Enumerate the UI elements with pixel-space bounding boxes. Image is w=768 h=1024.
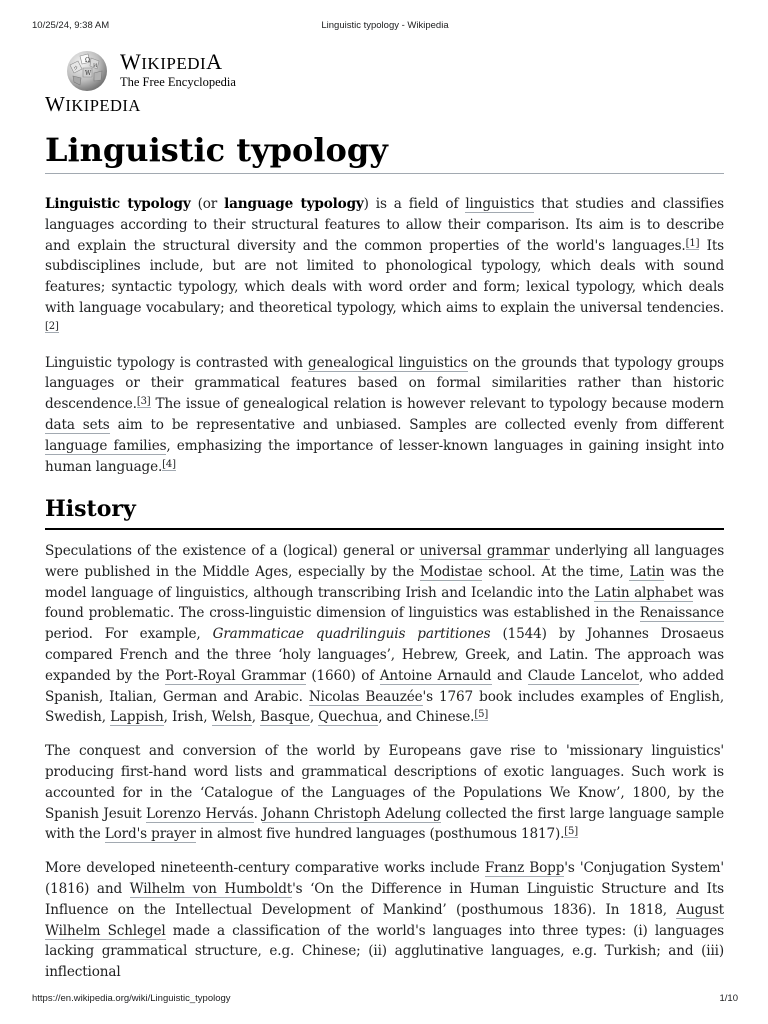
link-quechua[interactable]: Quechua [318,709,379,726]
wikipedia-globe-icon [64,47,110,93]
svg-text:ウ: ウ [73,66,79,72]
link-lorenzo-hervas[interactable]: Lorenzo Hervás [146,805,254,822]
intro-section [45,194,724,477]
link-lappish[interactable]: Lappish [110,709,164,726]
citation-1[interactable]: [1] [685,237,700,249]
link-wilhelm-von-humboldt[interactable]: Wilhelm von Humboldt [129,880,293,897]
citation-2[interactable]: [2] [45,320,59,332]
print-page-number: 1/10 [719,993,738,1004]
svg-text:W: W [85,70,92,77]
link-linguistics[interactable]: linguistics [465,196,535,212]
link-renaissance[interactable]: Renaissance [639,605,724,622]
link-modistae[interactable]: Modistae [419,563,483,580]
link-franz-bopp[interactable]: Franz Bopp [484,860,565,877]
wikipedia-wordmark-secondary: WIKIPEDIA [45,92,141,116]
link-genealogical-linguistics[interactable]: genealogical linguistics [308,354,468,371]
print-page-title: Linguistic typology - Wikipedia [321,20,449,31]
link-august-wilhelm-schlegel[interactable]: August Wilhelm Schlegel [45,901,724,939]
link-antoine-arnauld[interactable]: Antoine Arnauld [379,667,492,684]
intro-paragraph-2: Linguistic typology is contrasted with genealogical linguistics on the grounds that typology groups languages or their grammatical features based on formal similarities rather than historic descendence.[3] The issue of genealogical relation is however relevant to typology because modern data sets aim to be representative and unbiased. Samples are collected evenly from different language families, emphasizing the importance of lesser-known languages in gaining insight into human language.[4] [45,354,725,475]
history-paragraph-3: More developed nineteenth-century comparative works include Franz Bopp's 'Conjugation System' (1816) and Wilhelm von Humboldt's ‘On the Difference in Human Linguistic Structure and Its Influence on the Intellectual Development of Mankind’ (posthumous 1836). In 1818, August Wilhelm Schlegel made a classification of the world's languages into three types: (i) languages lacking grammatical structure, e.g. Chinese; (ii) agglutinative languages, e.g. Turkish; and (iii) inflectional [45,860,724,981]
link-johann-christoph-adelung[interactable]: Johann Christoph Adelung [262,805,442,822]
link-welsh[interactable]: Welsh [211,709,252,726]
link-language-families[interactable]: language families [45,437,167,454]
link-data-sets[interactable]: data sets [45,416,110,433]
intro-paragraph-1: Linguistic typology (or language typology) is a field of linguistics that studies and classifies languages according to their structural features to allow their comparison. Its aim is to describe and explain the structural diversity and the common properties of the world's languages.[1] Its subdisciplines include, but are not limited to phonological typology, which deals with sound features; syntactic typology, which deals with word order and form; lexical typology, which deals with language vocabulary; and theoretical typology, which aims to explain the universal tendencies.[2] [45,196,725,332]
link-latin[interactable]: Latin [629,563,665,580]
link-universal-grammar[interactable]: universal grammar [419,543,550,559]
history-section [45,541,724,983]
link-lords-prayer[interactable]: Lord's prayer [104,826,196,843]
citation-5[interactable]: [5] [474,709,489,721]
citation-3[interactable]: [3] [136,396,151,408]
print-header [32,20,738,31]
history-paragraph-1: Speculations of the existence of a (logical) general or universal grammar underlying all languages were published in the Middle Ages, especially by the Modistae school. At the time, Latin was the model language of linguistics, although transcribing Irish and Icelandic into the Latin alphabet was found problematic. The cross-linguistic dimension of linguistics was established in the Renaissance period. For example, Grammaticae quadrilinguis partitiones (1544) by Johannes Drosaeus compared French and the three ‘holy languages’, Hebrew, Greek, and Latin. The approach was expanded by the Port-Royal Grammar (1660) of Antoine Arnauld and Claude Lancelot, who added Spanish, Italian, German and Arabic. Nicolas Beauzée's 1767 book includes examples of English, Swedish, Lappish, Irish, Welsh, Basque, Quechua, and Chinese.[5] [45,543,725,726]
link-latin-alphabet[interactable]: Latin alphabet [594,584,694,601]
section-heading-history: History [45,494,724,530]
link-basque[interactable]: Basque [260,709,310,726]
wikipedia-wordmark: WIKIPEDIA [120,49,223,75]
wikipedia-tagline: The Free Encyclopedia [120,75,236,90]
link-nicolas-beauzee[interactable]: Nicolas Beauzée [308,688,423,705]
citation-4[interactable]: [4] [162,458,176,470]
print-footer [32,993,738,1004]
link-port-royal-grammar[interactable]: Port-Royal Grammar [165,667,306,684]
history-paragraph-2: The conquest and conversion of the world by Europeans gave rise to 'missionary linguistics' producing first-hand word lists and grammatical descriptions of exotic languages. Such work is accounted for in the ‘Catalogue of the Languages of the Populations We Know’, 1800, by the Spanish Jesuit Lorenzo Hervás. Johann Christoph Adelung collected the first large language sample with the Lord's prayer in almost five hundred languages (posthumous 1817).[5] [45,743,724,843]
wikipedia-logo[interactable] [64,47,236,93]
print-datetime: 10/25/24, 9:38 AM [32,20,110,31]
page-title: Linguistic typology [45,128,724,174]
print-url: https://en.wikipedia.org/wiki/Linguistic_typology [32,993,231,1004]
link-claude-lancelot[interactable]: Claude Lancelot [527,667,640,684]
svg-text:Ω: Ω [85,57,90,64]
citation-5b[interactable]: [5] [564,826,578,838]
svg-text:И: И [93,63,98,69]
